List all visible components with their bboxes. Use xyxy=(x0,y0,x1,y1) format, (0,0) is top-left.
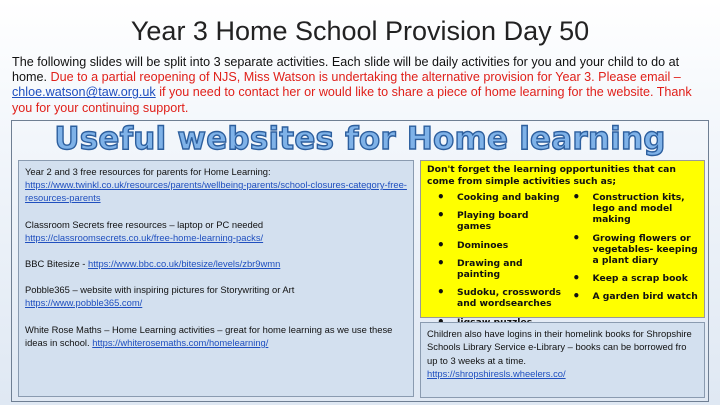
activities-box xyxy=(420,160,705,318)
resource-twinkl xyxy=(25,165,407,205)
activity-item: • Drawing and painting xyxy=(427,258,563,280)
activity-item: • Dominoes xyxy=(427,240,563,251)
resource-text: Year 2 and 3 free resources for parents for Home Learning: xyxy=(25,166,271,177)
intro-red-before: Due to a partial reopening of NJS, Miss Watson is undertaking the alternative provision for Year 3. Please email – xyxy=(50,70,681,85)
activity-item: • Keep a scrap book xyxy=(563,273,699,284)
slide-title: Year 3 Home School Provision Day 50 xyxy=(130,16,590,46)
intro-text xyxy=(12,55,712,116)
intro-black: The following slides will be split into 3 separate activities. Each slide will be daily activities for you and your child to do at home. xyxy=(12,55,680,85)
library-text: Children also have logins in their homelink books for Shropshire Schools Library Service e-Library – books can be borrowed fro up to 3 weeks at a time. xyxy=(427,328,692,366)
email-link[interactable]: chloe.watson@taw.org.uk xyxy=(12,85,156,100)
activity-item: • Playing board games xyxy=(427,210,563,232)
resource-text: White Rose Maths – Home Learning activities – great for home learning as we use these ideas in school. xyxy=(25,323,393,348)
activity-item: • A garden bird watch xyxy=(563,291,699,302)
resource-link[interactable]: https://whiterosemaths.com/homelearning/ xyxy=(92,336,269,348)
websites-heading: Useful websites for Home learning xyxy=(54,121,666,157)
intro-red-after: if you need to contact her or would like to share a piece of home learning for the website. Thank you for your continuing support. xyxy=(12,85,692,115)
resource-link[interactable]: https://www.pobble365.com/ xyxy=(25,297,143,309)
activity-item: • Cooking and baking xyxy=(427,192,563,203)
library-link[interactable]: https://shropshiresls.wheelers.co/ xyxy=(427,368,566,380)
activity-item: • Construction kits, lego and model making xyxy=(563,192,699,226)
resource-white-rose xyxy=(25,323,407,349)
resource-classroom-secrets xyxy=(25,218,407,244)
websites-list xyxy=(18,160,414,397)
resource-text: BBC Bitesize - xyxy=(25,258,89,270)
activities-right xyxy=(563,192,699,335)
activity-item: • Growing flowers or vegetables- keeping a plant diary xyxy=(563,233,699,267)
resource-link[interactable]: https://www.bbc.co.uk/bitesize/levels/zbr9wmn xyxy=(88,258,281,270)
library-box xyxy=(420,322,705,398)
activity-item: • Sudoku, crosswords and wordsearches xyxy=(427,287,563,309)
activities-left xyxy=(427,192,563,335)
resource-bbc-bitesize xyxy=(25,257,407,270)
activities-lead: Don't forget the learning opportunities that can come from simple activities such as; xyxy=(427,164,676,187)
resource-pobble365 xyxy=(25,283,407,309)
resource-link[interactable]: https://classroomsecrets.co.uk/free-home-learning-packs/ xyxy=(25,231,264,243)
resource-text: Pobble365 – website with inspiring pictures for Storywriting or Art xyxy=(25,284,295,296)
resource-text: Classroom Secrets free resources – laptop or PC needed xyxy=(25,218,264,230)
resource-link[interactable]: https://www.twinkl.co.uk/resources/parents/wellbeing-parents/school-closures-category-free-resources-parents xyxy=(25,179,407,204)
